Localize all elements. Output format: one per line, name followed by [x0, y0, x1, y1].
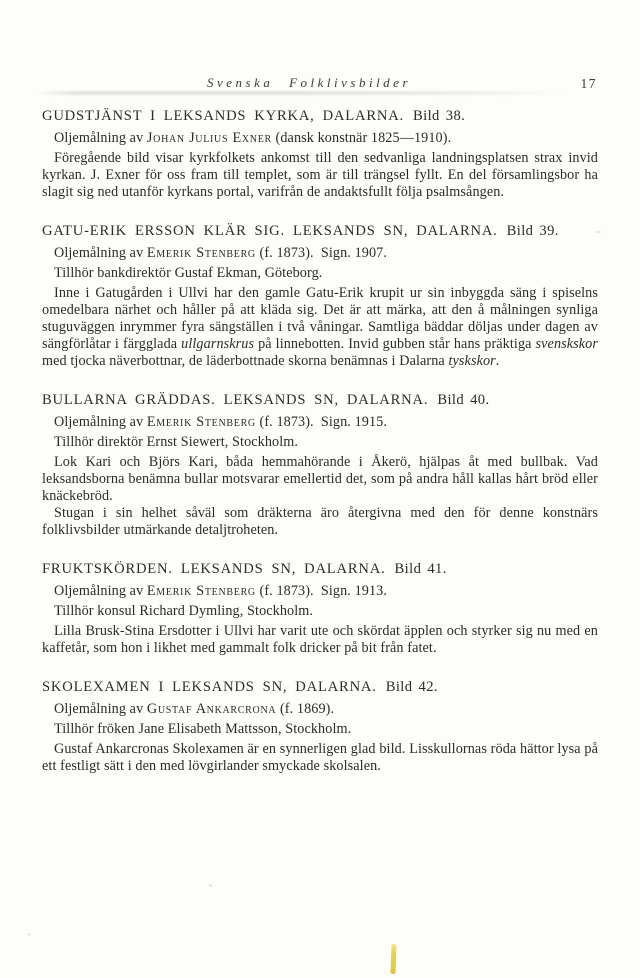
- entry-owner-line: Tillhör direktör Ernst Siewert, Stockholm.: [54, 434, 299, 450]
- page-number: 17: [580, 76, 597, 91]
- credit-suffix: (dansk konstnär 1825—1910).: [271, 130, 452, 146]
- entry-owner-line: Tillhör konsul Richard Dymling, Stockholm.: [54, 603, 314, 619]
- entry-bild-number: Bild 39.: [506, 223, 559, 239]
- entry-title-text: GUDSTJÄNST I LEKSANDS KYRKA, DALARNA.: [42, 108, 404, 124]
- entry-credit-line: [42, 414, 598, 431]
- italic-term: ullgarnskrus: [181, 336, 255, 352]
- entry-bild-number: Bild 41.: [394, 561, 447, 577]
- credit-prefix: Oljemålning av: [54, 414, 147, 430]
- entry-title: [42, 678, 598, 696]
- italic-term: svenskskor: [535, 336, 598, 352]
- paragraph-text: med tjocka näverbottnar, de läderbottnade skorna benämnas i Dalarna: [42, 353, 449, 369]
- entry-title-text: GATU-ERIK ERSSON KLÄR SIG. LEKSANDS SN, DALARNA.: [42, 223, 498, 239]
- credit-prefix: Oljemålning av: [54, 130, 147, 146]
- entry-credit-line: [42, 130, 598, 147]
- paper-speck: [27, 933, 31, 936]
- entry-paragraph: [42, 623, 598, 657]
- entry-bild-number: Bild 38.: [412, 108, 466, 124]
- entry-title: [42, 560, 598, 578]
- catalog-entry: [42, 107, 598, 201]
- paper-speck: [595, 231, 601, 233]
- paper-speck: [209, 884, 212, 887]
- entry-paragraph: [42, 741, 598, 775]
- credit-prefix: Oljemålning av: [54, 701, 147, 717]
- credit-prefix: Oljemålning av: [54, 245, 147, 261]
- entry-owner-line: Tillhör bankdirektör Gustaf Ekman, Göteborg.: [54, 265, 323, 281]
- credit-suffix: (f. 1873). Sign. 1915.: [255, 414, 388, 430]
- paragraph-text: Lilla Brusk-Stina Ersdotter i Ullvi har varit ute och skördat äpplen och styrker sig nu med en kaffetår, som hon i likhet med gammalt folk dricker på bit från fatet.: [42, 623, 598, 656]
- entry-title-text: SKOLEXAMEN I LEKSANDS SN, DALARNA.: [42, 679, 377, 695]
- credit-suffix: (f. 1873). Sign. 1913.: [255, 583, 388, 599]
- running-head: [42, 74, 598, 92]
- entry-paragraph: [42, 285, 598, 370]
- entry-credit-line: [42, 245, 598, 262]
- highlight-mark: [390, 944, 396, 974]
- entry-credit-line: [42, 583, 598, 600]
- artist-name: Emerik Stenberg: [146, 245, 256, 261]
- paragraph-text: Gustaf Ankarcronas Skolexamen är en synnerligen glad bild. Lisskullornas röda hättor lysa på ett festligt sätt i den med lövgirlander smyckade skolsalen.: [42, 741, 598, 774]
- journal-title: Svenska Folklivsbilder: [206, 75, 412, 90]
- entry-bild-number: Bild 42.: [385, 679, 438, 695]
- entry-title: [42, 222, 598, 240]
- entry-paragraph: [42, 505, 598, 539]
- catalog-entry: [42, 222, 598, 370]
- artist-name: Gustaf Ankarcrona: [146, 701, 277, 717]
- entry-title: [42, 391, 598, 409]
- paragraph-text: Föregående bild visar kyrkfolkets ankomst till den sedvanliga landningsplatsen strax invid kyrkan. J. Exner för oss fram till templet, som är till trängsel fyllt. En del församlingsbor ha slagit sig ned utanför kyrkans portal, varifrån de andaktsfullt följa psalmsången.: [42, 150, 598, 200]
- catalog-entry: [42, 678, 598, 775]
- paragraph-text: på linnebotten. Invid gubben står hans präktiga: [254, 336, 536, 352]
- entry-owner-line: Tillhör fröken Jane Elisabeth Mattsson, Stockholm.: [54, 721, 352, 737]
- entry-paragraph: [42, 150, 598, 201]
- entry-title-text: BULLARNA GRÄDDAS. LEKSANDS SN, DALARNA.: [42, 392, 429, 408]
- paragraph-text: Lok Kari och Björs Kari, båda hemmahörande i Åkerö, hjälpas åt med bullbak. Vad leksandsborna benämna bullar motsvarar emellertid det, som på andra håll kallas hårt bröd eller knäckebröd.: [42, 454, 598, 504]
- entry-paragraph: [42, 454, 598, 505]
- artist-name: Johan Julius Exner: [146, 130, 272, 146]
- entry-title: [42, 107, 598, 125]
- paragraph-text: Inne i Gatugården i Ullvi har den gamle Gatu-Erik krupit ur sin inbyggda säng i spiselns omedelbara närhet och håller på att kläda sig. Det är att märka, att den å målningen synliga stuguväggen inrymmer fyra sängställen i två våningar. Samtliga bäddar döljas under dagen av sängförlåtar i färgglada: [42, 285, 598, 352]
- entry-credit-line: [42, 701, 598, 718]
- entry-title-text: FRUKTSKÖRDEN. LEKSANDS SN, DALARNA.: [42, 561, 386, 577]
- catalog-entry: [42, 391, 598, 539]
- artist-name: Emerik Stenberg: [146, 583, 256, 599]
- italic-term: tyskskor: [448, 353, 496, 369]
- paragraph-text: Stugan i sin helhet såväl som dräkterna äro återgivna med den för denne konstnärs folklivsbilder utmärkande detaljtroheten.: [42, 505, 598, 538]
- catalog-entry: [42, 560, 598, 657]
- credit-prefix: Oljemålning av: [54, 583, 147, 599]
- artist-name: Emerik Stenberg: [146, 414, 256, 430]
- credit-suffix: (f. 1873). Sign. 1907.: [255, 245, 388, 261]
- paragraph-text: .: [495, 353, 500, 369]
- entry-bild-number: Bild 40.: [437, 392, 490, 408]
- header-rule-artifact: [35, 91, 563, 95]
- credit-suffix: (f. 1869).: [276, 701, 335, 717]
